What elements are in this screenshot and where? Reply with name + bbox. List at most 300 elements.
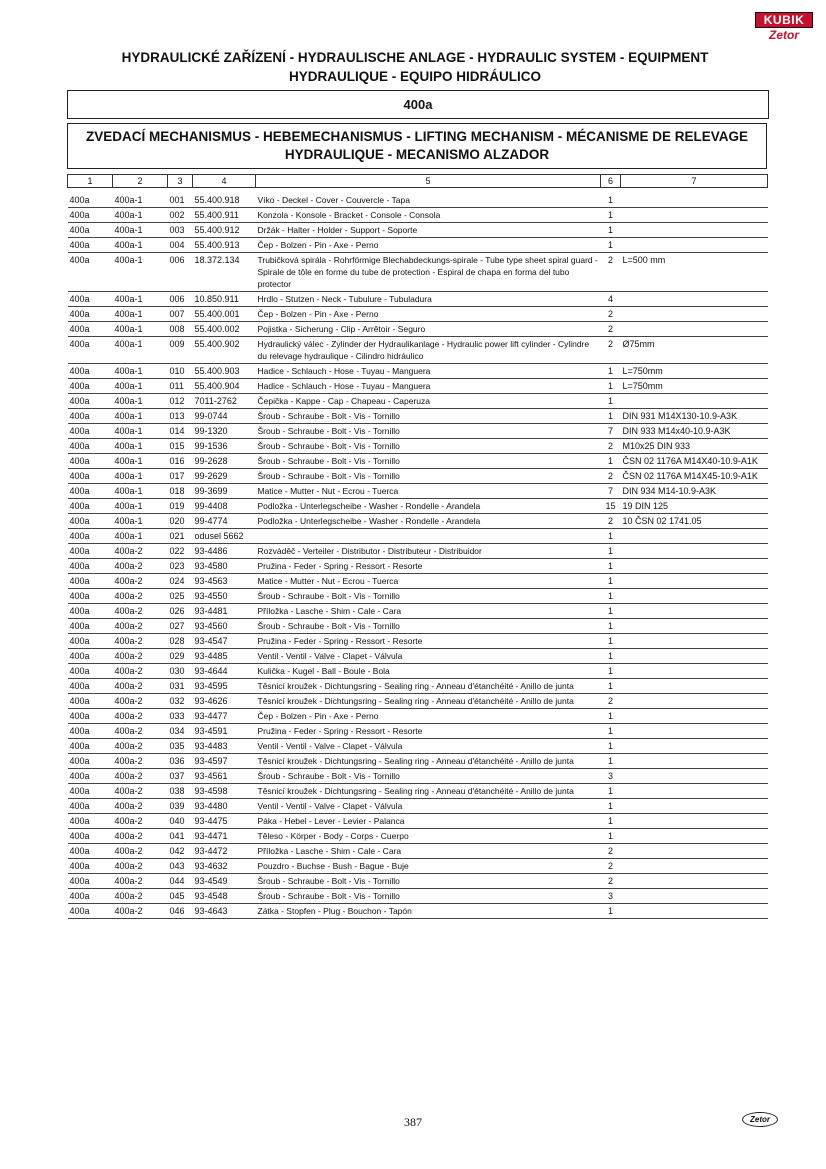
table-cell (621, 844, 768, 859)
table-row (68, 223, 768, 238)
table-cell: 018 (168, 484, 193, 499)
table-cell: 400a (68, 754, 113, 769)
table-cell: 400a (68, 844, 113, 859)
table-cell: 99-1536 (193, 439, 256, 454)
table-cell: 93-4475 (193, 814, 256, 829)
table-cell (621, 208, 768, 223)
table-header-row (68, 175, 768, 188)
table-cell: L=750mm (621, 364, 768, 379)
table-cell (621, 649, 768, 664)
table-cell: 400a-1 (113, 307, 168, 322)
table-cell: 1 (601, 904, 621, 919)
table-row (68, 634, 768, 649)
table-cell: 99-0744 (193, 409, 256, 424)
table-cell: 93-4644 (193, 664, 256, 679)
table-cell: 93-4560 (193, 619, 256, 634)
column-header: 7 (621, 175, 768, 188)
table-cell: 045 (168, 889, 193, 904)
table-cell: 400a-2 (113, 829, 168, 844)
table-row (68, 424, 768, 439)
table-cell: 043 (168, 859, 193, 874)
kubik-zetor-logo (755, 12, 813, 44)
table-cell: 027 (168, 619, 193, 634)
section-heading-line1: ZVEDACÍ MECHANISMUS - HEBEMECHANISMUS - LIFTING MECHANISM - MÉCANISME DE RELEVAGE (85, 129, 748, 144)
table-cell: 044 (168, 874, 193, 889)
table-row (68, 529, 768, 544)
table-cell: 022 (168, 544, 193, 559)
table-cell: Konzola - Konsole - Bracket - Console - Consola (256, 208, 601, 223)
table-cell: Páka - Hebel - Lever - Levier - Palanca (256, 814, 601, 829)
table-cell: 400a-1 (113, 469, 168, 484)
table-cell: 93-4481 (193, 604, 256, 619)
table-cell: 019 (168, 499, 193, 514)
table-cell: 1 (601, 679, 621, 694)
table-cell: Šroub - Schraube - Bolt - Vis - Tornillo (256, 589, 601, 604)
table-cell: 400a-1 (113, 253, 168, 292)
table-cell: 400a (68, 874, 113, 889)
table-cell: 10.850.911 (193, 292, 256, 307)
table-cell: 55.400.911 (193, 208, 256, 223)
table-cell: 7 (601, 424, 621, 439)
table-cell (621, 223, 768, 238)
table-cell: 024 (168, 574, 193, 589)
table-cell: 1 (601, 559, 621, 574)
column-header: 3 (168, 175, 193, 188)
table-cell: Kulička - Kugel - Ball - Boule - Bola (256, 664, 601, 679)
table-cell: Příložka - Lasche - Shim - Cale - Cara (256, 604, 601, 619)
zetor-footer-logo: Zetor (742, 1112, 778, 1127)
table-cell: 400a-2 (113, 679, 168, 694)
table-cell: Těsnicí kroužek - Dichtungsring - Sealing ring - Anneau d'étanchéité - Anillo de junta (256, 694, 601, 709)
table-cell: 400a-2 (113, 544, 168, 559)
table-cell (621, 679, 768, 694)
table-cell: 400a (68, 724, 113, 739)
table-cell: 046 (168, 904, 193, 919)
table-cell: 036 (168, 754, 193, 769)
table-cell: 400a-2 (113, 619, 168, 634)
table-cell (621, 529, 768, 544)
table-cell: 400a-1 (113, 364, 168, 379)
table-row (68, 619, 768, 634)
table-cell: 400a-2 (113, 874, 168, 889)
table-cell: 001 (168, 193, 193, 208)
table-cell (621, 292, 768, 307)
table-cell: 004 (168, 238, 193, 253)
table-cell: 1 (601, 709, 621, 724)
table-cell: 015 (168, 439, 193, 454)
parts-table (67, 174, 768, 919)
table-cell: 93-4549 (193, 874, 256, 889)
table-cell: Příložka - Lasche - Shim - Cale - Cara (256, 844, 601, 859)
table-cell: 400a (68, 589, 113, 604)
table-cell: 2 (601, 307, 621, 322)
table-cell (621, 709, 768, 724)
table-cell: 93-4561 (193, 769, 256, 784)
table-cell (621, 799, 768, 814)
table-cell: 400a (68, 679, 113, 694)
table-cell: 93-4643 (193, 904, 256, 919)
table-cell: 99-2629 (193, 469, 256, 484)
table-cell: 2 (601, 844, 621, 859)
table-cell: 1 (601, 814, 621, 829)
table-cell: 93-4597 (193, 754, 256, 769)
table-cell: 400a (68, 364, 113, 379)
table-cell: 1 (601, 574, 621, 589)
table-row (68, 874, 768, 889)
table-cell: 039 (168, 799, 193, 814)
table-cell: 400a-1 (113, 394, 168, 409)
table-cell: Rozváděč - Verteiler - Distributor - Distributeur - Distribuidor (256, 544, 601, 559)
table-cell: 93-4472 (193, 844, 256, 859)
table-cell: 400a (68, 619, 113, 634)
table-cell: 016 (168, 454, 193, 469)
table-cell: 025 (168, 589, 193, 604)
table-cell: 93-4486 (193, 544, 256, 559)
table-cell: 1 (601, 724, 621, 739)
table-cell: 014 (168, 424, 193, 439)
table-cell: 1 (601, 544, 621, 559)
table-cell: Hydraulický válec - Zylinder der Hydraulikanlage - Hydraulic power lift cylinder - Cylindre du relevage hydraulique - Cilindro hidráulico (256, 337, 601, 364)
table-cell: Hrdlo - Stutzen - Neck - Tubulure - Tubuladura (256, 292, 601, 307)
table-cell: 93-4632 (193, 859, 256, 874)
table-row (68, 337, 768, 364)
table-cell: 1 (601, 529, 621, 544)
table-cell: Ventil - Ventil - Valve - Clapet - Válvula (256, 649, 601, 664)
section-code-box: 400a (67, 90, 769, 119)
table-row (68, 484, 768, 499)
table-cell: Ventil - Ventil - Valve - Clapet - Válvula (256, 739, 601, 754)
table-cell: 400a (68, 889, 113, 904)
table-cell: 400a (68, 394, 113, 409)
table-cell: 400a (68, 664, 113, 679)
table-cell: 1 (601, 634, 621, 649)
table-cell: ČSN 02 1176A M14X40-10.9-A1K (621, 454, 768, 469)
table-cell: 400a (68, 784, 113, 799)
table-cell: 400a-1 (113, 439, 168, 454)
table-cell: 55.400.903 (193, 364, 256, 379)
table-row (68, 649, 768, 664)
table-cell: 400a (68, 424, 113, 439)
table-cell: Matice - Mutter - Nut - Ecrou - Tuerca (256, 484, 601, 499)
table-cell: DIN 934 M14-10.9-A3K (621, 484, 768, 499)
table-cell: 034 (168, 724, 193, 739)
table-cell: 400a-2 (113, 604, 168, 619)
table-cell: 400a (68, 739, 113, 754)
table-cell (621, 664, 768, 679)
section-heading-box (67, 123, 767, 169)
page-title-line2: HYDRAULIQUE - EQUIPO HIDRÁULICO (288, 69, 541, 84)
table-cell (621, 874, 768, 889)
table-cell: 400a-2 (113, 574, 168, 589)
table-cell: 400a-2 (113, 709, 168, 724)
table-cell: 400a-1 (113, 499, 168, 514)
table-cell: 400a (68, 238, 113, 253)
table-cell: 400a (68, 814, 113, 829)
table-cell: 93-4485 (193, 649, 256, 664)
table-cell (621, 739, 768, 754)
table-row (68, 724, 768, 739)
table-cell (621, 859, 768, 874)
table-cell: 18.372.134 (193, 253, 256, 292)
table-cell: 009 (168, 337, 193, 364)
table-cell: Těleso - Körper - Body - Corps - Cuerpo (256, 829, 601, 844)
table-cell: ČSN 02 1176A M14X45-10.9-A1K (621, 469, 768, 484)
table-cell: 1 (601, 454, 621, 469)
table-cell: 028 (168, 634, 193, 649)
table-cell: 400a-1 (113, 223, 168, 238)
table-row (68, 409, 768, 424)
table-row (68, 679, 768, 694)
column-header: 5 (256, 175, 601, 188)
table-cell: 013 (168, 409, 193, 424)
table-cell (621, 544, 768, 559)
table-cell: 93-4626 (193, 694, 256, 709)
table-cell: 1 (601, 739, 621, 754)
table-cell: 93-4548 (193, 889, 256, 904)
table-row (68, 784, 768, 799)
table-cell: 400a (68, 307, 113, 322)
table-cell: 400a-2 (113, 754, 168, 769)
table-row (68, 574, 768, 589)
table-cell: 400a-2 (113, 859, 168, 874)
table-cell: 400a-1 (113, 379, 168, 394)
table-row (68, 844, 768, 859)
table-row (68, 307, 768, 322)
table-row (68, 589, 768, 604)
table-cell: 99-1320 (193, 424, 256, 439)
table-cell: 002 (168, 208, 193, 223)
table-cell (621, 574, 768, 589)
table-cell (621, 724, 768, 739)
table-cell: 400a-2 (113, 739, 168, 754)
table-cell: Pouzdro - Buchse - Bush - Bague - Buje (256, 859, 601, 874)
table-cell: 2 (601, 337, 621, 364)
table-cell (621, 322, 768, 337)
table-cell: 400a-2 (113, 904, 168, 919)
table-cell: 1 (601, 649, 621, 664)
table-cell: 003 (168, 223, 193, 238)
table-cell: 93-4480 (193, 799, 256, 814)
table-cell: 400a-1 (113, 409, 168, 424)
table-cell (621, 559, 768, 574)
table-cell: 93-4595 (193, 679, 256, 694)
table-cell: Pružina - Feder - Spring - Ressort - Resorte (256, 559, 601, 574)
table-cell: 400a-2 (113, 559, 168, 574)
table-cell: 400a (68, 649, 113, 664)
table-row (68, 829, 768, 844)
table-row (68, 859, 768, 874)
table-row (68, 379, 768, 394)
table-cell: 93-4598 (193, 784, 256, 799)
table-cell: Matice - Mutter - Nut - Ecrou - Tuerca (256, 574, 601, 589)
table-cell: 93-4483 (193, 739, 256, 754)
table-cell: 400a (68, 859, 113, 874)
table-row (68, 499, 768, 514)
table-cell: 1 (601, 664, 621, 679)
table-cell: 400a (68, 469, 113, 484)
table-cell: 1 (601, 364, 621, 379)
table-cell (621, 784, 768, 799)
table-cell: 017 (168, 469, 193, 484)
table-cell: Čep - Bolzen - Pin - Axe - Perno (256, 709, 601, 724)
table-cell: 400a (68, 454, 113, 469)
table-cell: 400a (68, 634, 113, 649)
table-cell: Čepička - Kappe - Cap - Chapeau - Caperuza (256, 394, 601, 409)
table-cell (621, 694, 768, 709)
table-cell: 400a (68, 799, 113, 814)
kubik-logo: KUBIK (755, 12, 813, 28)
table-cell: Šroub - Schraube - Bolt - Vis - Tornillo (256, 889, 601, 904)
table-cell: 400a-2 (113, 724, 168, 739)
table-cell: 2 (601, 469, 621, 484)
table-cell: 400a-1 (113, 238, 168, 253)
table-cell: 400a (68, 904, 113, 919)
table-cell: M10x25 DIN 933 (621, 439, 768, 454)
zetor-logo: Zetor (769, 28, 799, 42)
table-cell: 55.400.002 (193, 322, 256, 337)
table-cell: 2 (601, 859, 621, 874)
page-number: 387 (404, 1115, 422, 1129)
table-cell (621, 829, 768, 844)
table-cell: 400a-1 (113, 337, 168, 364)
table-cell: Těsnicí kroužek - Dichtungsring - Sealing ring - Anneau d'étanchéité - Anillo de junta (256, 754, 601, 769)
table-row (68, 694, 768, 709)
table-cell: 93-4471 (193, 829, 256, 844)
table-cell: 037 (168, 769, 193, 784)
table-row (68, 769, 768, 784)
table-cell: 4 (601, 292, 621, 307)
table-cell: 021 (168, 529, 193, 544)
table-cell: 19 DIN 125 (621, 499, 768, 514)
table-cell: Šroub - Schraube - Bolt - Vis - Tornillo (256, 439, 601, 454)
table-cell: 2 (601, 514, 621, 529)
table-cell: 400a-2 (113, 694, 168, 709)
table-row (68, 454, 768, 469)
table-cell: 400a (68, 544, 113, 559)
table-cell: 012 (168, 394, 193, 409)
table-cell: 3 (601, 769, 621, 784)
table-cell: 400a-2 (113, 814, 168, 829)
table-row (68, 739, 768, 754)
table-cell: 008 (168, 322, 193, 337)
table-cell: Šroub - Schraube - Bolt - Vis - Tornillo (256, 424, 601, 439)
table-cell: 2 (601, 874, 621, 889)
table-cell: 400a-2 (113, 799, 168, 814)
page-title-line1: HYDRAULICKÉ ZAŘÍZENÍ - HYDRAULISCHE ANLAGE - HYDRAULIC SYSTEM - EQUIPMENT (121, 50, 709, 65)
table-cell: Pojistka - Sicherung - Clip - Arrêtoir - Seguro (256, 322, 601, 337)
table-cell: 99-2628 (193, 454, 256, 469)
table-cell: 55.400.912 (193, 223, 256, 238)
table-cell: 55.400.902 (193, 337, 256, 364)
table-cell (621, 619, 768, 634)
table-cell (256, 529, 601, 544)
table-row (68, 814, 768, 829)
table-row (68, 799, 768, 814)
table-cell: 1 (601, 238, 621, 253)
table-cell: Hadice - Schlauch - Hose - Tuyau - Manguera (256, 364, 601, 379)
table-cell: 400a (68, 529, 113, 544)
table-cell: 93-4580 (193, 559, 256, 574)
table-cell: 1 (601, 604, 621, 619)
table-cell: 1 (601, 619, 621, 634)
table-row (68, 754, 768, 769)
table-cell: Šroub - Schraube - Bolt - Vis - Tornillo (256, 469, 601, 484)
table-cell: 400a (68, 292, 113, 307)
table-row (68, 559, 768, 574)
table-cell: 033 (168, 709, 193, 724)
table-cell: 1 (601, 829, 621, 844)
table-row (68, 664, 768, 679)
table-cell: 035 (168, 739, 193, 754)
table-cell: Šroub - Schraube - Bolt - Vis - Tornillo (256, 874, 601, 889)
table-cell: 400a-1 (113, 484, 168, 499)
table-row (68, 889, 768, 904)
table-cell: Ventil - Ventil - Valve - Clapet - Válvula (256, 799, 601, 814)
table-cell: Držák - Halter - Holder - Support - Soporte (256, 223, 601, 238)
table-cell: 400a (68, 379, 113, 394)
table-cell: 026 (168, 604, 193, 619)
table-cell: 400a (68, 409, 113, 424)
table-cell: 1 (601, 589, 621, 604)
table-cell: 032 (168, 694, 193, 709)
table-cell: 99-4408 (193, 499, 256, 514)
table-cell (621, 769, 768, 784)
table-cell: 1 (601, 394, 621, 409)
table-cell: 400a (68, 574, 113, 589)
table-cell: Těsnicí kroužek - Dichtungsring - Sealing ring - Anneau d'étanchéité - Anillo de junta (256, 679, 601, 694)
table-row (68, 364, 768, 379)
table-cell: 038 (168, 784, 193, 799)
table-cell: Pružina - Feder - Spring - Ressort - Resorte (256, 724, 601, 739)
table-cell: Hadice - Schlauch - Hose - Tuyau - Manguera (256, 379, 601, 394)
table-cell: 400a (68, 484, 113, 499)
table-cell: Šroub - Schraube - Bolt - Vis - Tornillo (256, 409, 601, 424)
table-cell: 3 (601, 889, 621, 904)
table-cell: 1 (601, 754, 621, 769)
table-row (68, 292, 768, 307)
table-cell: 93-4591 (193, 724, 256, 739)
table-cell: 011 (168, 379, 193, 394)
table-cell: Šroub - Schraube - Bolt - Vis - Tornillo (256, 454, 601, 469)
table-cell (621, 307, 768, 322)
table-cell: 1 (601, 784, 621, 799)
table-cell: 2 (601, 439, 621, 454)
table-cell: 030 (168, 664, 193, 679)
table-cell: 400a (68, 223, 113, 238)
table-cell: Šroub - Schraube - Bolt - Vis - Tornillo (256, 769, 601, 784)
table-cell: 400a (68, 604, 113, 619)
table-cell: 007 (168, 307, 193, 322)
table-cell: 2 (601, 694, 621, 709)
table-cell: 1 (601, 409, 621, 424)
table-cell: 1 (601, 379, 621, 394)
table-cell: 400a (68, 499, 113, 514)
table-cell: 1 (601, 208, 621, 223)
table-cell: Šroub - Schraube - Bolt - Vis - Tornillo (256, 619, 601, 634)
table-cell: 400a (68, 193, 113, 208)
table-cell (621, 634, 768, 649)
table-row (68, 544, 768, 559)
table-cell: 400a (68, 208, 113, 223)
table-cell (621, 889, 768, 904)
table-cell: 042 (168, 844, 193, 859)
table-cell (621, 814, 768, 829)
table-cell: 400a-2 (113, 649, 168, 664)
column-header: 6 (601, 175, 621, 188)
table-cell: odusel 5662 (193, 529, 256, 544)
table-cell: 400a-2 (113, 634, 168, 649)
table-row (68, 193, 768, 208)
